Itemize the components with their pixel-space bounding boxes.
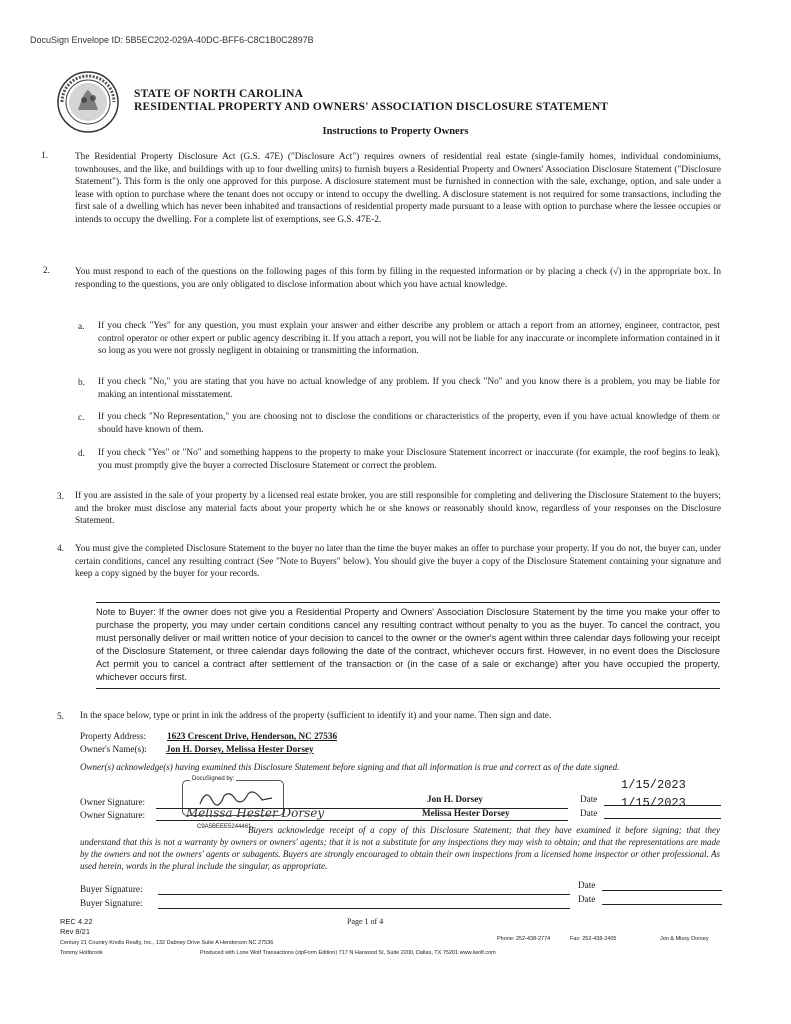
subitem-a: If you check "Yes" for any question, you must explain your answer and either describe any problem or attach a report from an attorney, engineer, contractor, pest control operator or other expert or public agency describing it. If you attach a report, you will not be liable for any inaccurate or incomplete information contained in it so long as you were not grossly negligent in obtaining or transmitting the information. [98,321,720,357]
item-number: 3. [57,492,64,502]
owner2-signature-line[interactable] [156,820,568,821]
buyer2-date-line[interactable] [602,904,722,905]
agent-name: Tommy Holtbrook [60,950,103,956]
date2-value: 1/15/2023 [621,796,686,810]
item-number: 2. [43,266,50,276]
docusign-code: C9A5BEEE5244461... [197,824,257,830]
brokerage-info: Century 21 Country Knolls Realty, Inc., 132 Dabney Drive Suite A Henderson NC 27536 [60,940,274,946]
subitem-letter: c. [78,413,85,423]
date-label: Date [580,794,598,804]
form-state-title: STATE OF NORTH CAROLINA [134,88,304,100]
buyer1-signature-line[interactable] [158,894,570,895]
owner2-signature[interactable]: Melissa Hester Dorsey [186,806,325,820]
instruction-item-3: If you are assisted in the sale of your property by a licensed real estate broker, you are still responsible for completing and delivering the Disclosure Statement to the buyers; and the broker must disclose any material facts about your property which he or she knows or reasonably should know, regardless of your responses on the Disclosure Statement. [75,491,721,527]
subitem-letter: a. [78,322,85,332]
instruction-item-4: You must give the completed Disclosure Statement to the buyer no later than the time the buyer makes an offer to purchase your property. If you do not, the buyer can, under certain conditions, cancel any resulting contract (See "Note to Buyers" below). You should give the buyer a copy of the Disclosure Statement containing your signature and keep a copy signed by the buyer for your records. [75,544,721,580]
subitem-letter: d. [78,449,85,459]
property-address-label: Property Address: [80,731,147,741]
buyer2-signature-line[interactable] [158,908,570,909]
subitem-c: If you check "No Representation," you are choosing not to disclose the conditions or characteristics of the property, even if you have actual knowledge of them or should have known of them. [98,412,720,435]
owner1-printed-name: Jon H. Dorsey [427,794,483,804]
instruction-item-5: In the space below, type or print in ink the address of the property (sufficient to identify it) and your name. Then sign and date. [80,711,552,721]
item-number: 4. [57,544,64,554]
buyer-acknowledgment: Buyers acknowledge receipt of a copy of this Disclosure Statement; that they have examined it before signing; that they understand that this is not a warranty by owners or owners' agents; that it is not a substitute for any inspections they may wish to obtain; and that the representations are made by the owners and not the owners' agents or subagents. Buyers are strongly encouraged to obtain their own inspections from a licensed home inspector or other professional. As used herein, words in the plural include the singular, as appropriate. [80,825,720,871]
envelope-id: DocuSign Envelope ID: 5B5EC202-029A-40DC-BFF6-C8C1B0C2897B [30,35,314,45]
owner2-printed-name: Melissa Hester Dorsey [422,808,510,818]
owner1-signature-scribble [196,786,276,808]
subitem-letter: b. [78,378,85,388]
broker-fax: Fax: 252-438-2405 [570,936,617,942]
state-seal-icon [56,70,120,134]
buyer-sig-label: Buyer Signature: [80,898,143,908]
owner-acknowledgment: Owner(s) acknowledge(s) having examined this Disclosure Statement before signing and that all information is true and correct as of the date signed. [80,762,620,772]
form-code: REC 4.22 [60,917,93,926]
note-to-buyer: Note to Buyer: If the owner does not give you a Residential Property and Owners' Association Disclosure Statement by the time you make your offer to purchase the property, you may under certain conditions cancel any resulting contract without penalty to you as the buyer. To cancel the contract, you must personally deliver or mail written notice of your decision to cancel to the owner or the owner's agent within three calendar days following your receipt of the Disclosure Statement, or three calendar days following the date of the contract, whichever occurs first. However, in no event does the Disclosure Act permit you to cancel a contract after settlement of the transaction or (in the case of a sale or exchange) after you have occupied the property, whichever occurs first. [96,602,720,689]
broker-phone: Phone: 252-438-2774 [497,936,551,942]
item-number: 5. [57,712,64,722]
software-credit: Produced with Lone Wolf Transactions (zipForm Edition) 717 N Harwood St, Suite 2200, Dallas, TX 75201 www.lwolf.com [200,950,496,956]
form-revision: Rev 8/21 [60,927,91,936]
owners-name-field[interactable]: Jon H. Dorsey, Melissa Hester Dorsey [166,744,314,754]
owner-sig-label: Owner Signature: [80,810,146,820]
date-label: Date [580,808,598,818]
subitem-b: If you check "No," you are stating that you have no actual knowledge of any problem. If you check "No" and you know there is a problem, you may be liable for making an intentional misstatement. [98,377,720,400]
instruction-item-1: The Residential Property Disclosure Act (G.S. 47E) ("Disclosure Act") requires owners of residential real estate (single-family homes, individual condominiums, townhouses, and the like, and buildings with up to four dwelling units) to furnish buyers a Residential Property and Owners' Association Disclosure Statement ("Disclosure Statement"). This form is the only one approved for this purpose. A disclosure statement must be furnished in connection with the sale, exchange, option, and sale under a lease with option to purchase where the tenant does not occupy or intend to occupy the dwelling. A disclosure statement is not required for some transactions, including the first sale of a dwelling which has never been inhabited and transactions of residential property made pursuant to a lease with option to purchase where the lessee occupies or intends to occupy the dwelling. For a complete list of exemptions, see G.S. 47E-2. [75,152,721,225]
owner-sig-label: Owner Signature: [80,797,146,807]
date-label: Date [578,894,596,904]
page-number: Page 1 of 4 [347,917,384,926]
property-address-field[interactable]: 1623 Crescent Drive, Henderson, NC 27536 [167,731,338,741]
form-title: RESIDENTIAL PROPERTY AND OWNERS' ASSOCIATION DISCLOSURE STATEMENT [134,101,609,113]
file-name: Jon & Missy Dorsey [660,936,709,942]
instructions-heading: Instructions to Property Owners [322,126,469,137]
date-label: Date [578,880,596,890]
docusign-label: DocuSigned by: [192,776,235,782]
subitem-d: If you check "Yes" or "No" and something happens to the property to make your Disclosure Statement incorrect or inaccurate (for example, the roof begins to leak), you must promptly give the buyer a corrected Disclosure Statement or correct the problem. [98,448,720,471]
instruction-item-2: You must respond to each of the questions on the following pages of this form by filling in the requested information or by placing a check (√) in the appropriate box. In responding to the questions, you are only obligated to disclose information about which you have actual knowledge. [75,267,721,290]
buyer-sig-label: Buyer Signature: [80,884,143,894]
item-number: 1. [41,151,48,161]
owners-name-label: Owner's Name(s): [80,744,147,754]
date2-line [604,818,721,819]
date1-value: 1/15/2023 [621,778,686,792]
buyer1-date-line[interactable] [602,890,722,891]
